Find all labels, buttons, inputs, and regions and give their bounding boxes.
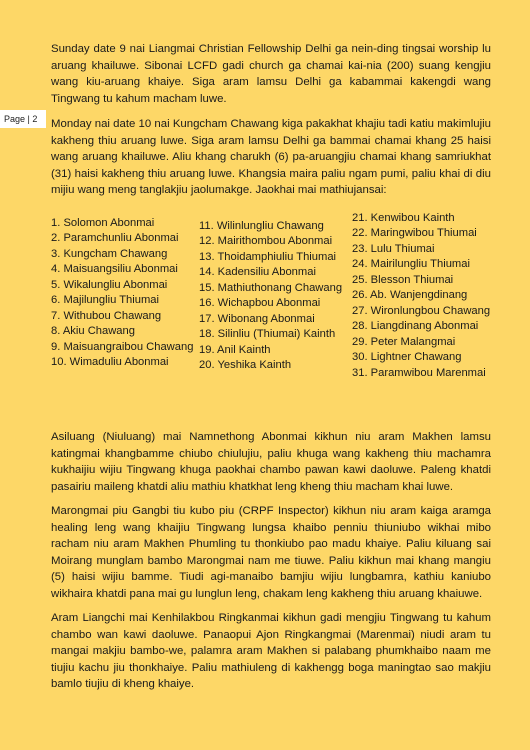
list-item: 3. Kungcham Chawang [51, 247, 168, 260]
list-item: 22. Maringwibou Thiumai [352, 227, 477, 239]
list-item: 24. Mairilungliu Thiumai [352, 258, 470, 270]
list-item: 11. Wilinlungliu Chawang [199, 219, 324, 232]
list-item: 28. Liangdinang Abonmai [352, 320, 479, 332]
document-body [51, 41, 491, 693]
list-item: 19. Anil Kainth [199, 343, 271, 356]
list-item: 10. Wimaduliu Abonmai [51, 356, 169, 368]
paragraph-monday-baptism: Monday nai date 10 nai Kungcham Chawang kiga pakakhat khajiu tadi katiu makimlujiu kakheng thiu aruang luwe. Siga aram lamsu Delhi ga bammai chamai khang 25 haisi wang aruang khailuwe. Aliu khang charukh (6) pa-aruangjiu chamai khang samriukhat (31) haisi kakheng thiu aruang luwe. Khangsia maira paliu ngam pumi, paliu khai di diu mijiu wang meng tanglakjiu jaolumakge. Jaokhai mai mathiujansai: [51, 118, 491, 196]
list-item: 27. Wironlungbou Chawang [352, 304, 491, 317]
names-column-2 [199, 216, 352, 382]
paragraph-marongmai-testimony: Marongmai piu Gangbi tiu kubo piu (CRPF Inspector) kikhun niu aram kaiga aramga healing leng wang khaijiu Tingwang lungsa khaibo penniu thiuniubo wikhai mibo racham niu aram Makhen Phumling tu thonkiubo pao madu khaiye. Paliu kiluang sai Moirang munglam bambo Marongmai nam me tiuwe. Paliu kikhun mai khang mangiu (5) haisi wijiu bamme. Tiudi agi-manaibo bamjiu wijiu lungbamra, kathiu kaniubo wikhaira khatdi pana mai gu lunglun leng, chakam leng kakheng thiu aruang khaiuwe. [51, 505, 491, 600]
list-item: 31. Paramwibou Marenmai [352, 366, 486, 379]
list-item: 29. Peter Malangmai [352, 335, 456, 348]
list-item: 18. Silinliu (Thiumai) Kainth [199, 328, 336, 340]
list-item: 30. Lightner Chawang [352, 351, 462, 363]
names-column-1 [51, 216, 199, 382]
list-item: 7. Withubou Chawang [51, 309, 162, 322]
list-item: 12. Mairithombou Abonmai [199, 235, 333, 247]
list-item: 23. Lulu Thiumai [352, 242, 435, 255]
list-item: 16. Wichapbou Abonmai [199, 297, 321, 309]
list-item: 17. Wibonang Abonmai [199, 312, 315, 325]
list-item: 4. Maisuangsiliu Abonmai [51, 263, 178, 275]
paragraph-sunday-worship: Sunday date 9 nai Liangmai Christian Fellowship Delhi ga nein-ding tingsai worship lu aruang khailuwe. Sibonai LCFD gadi church ga chamai kai-nia (200) suang kengjiu wang kiu-aruang khaiye. Siga aram lamsu Delhi ga kabammai kakengdi wang Tingwang tu kahum macham luwe. [51, 43, 491, 105]
list-item: 6. Majilungliu Thiumai [51, 294, 159, 306]
list-item: 15. Mathiuthonang Chawang [199, 281, 343, 294]
paragraph-asiluang-testimony: Asiluang (Niuluang) mai Namnethong Abonmai kikhun niu aram Makhen lamsu katingmai khangbamme chiubo chiulujiu, paliu khuga wang kakheng thiu machamra kukhaijiu wijiu Tingwang khuga paokhai chambo pawan kawi daoluwe. Paleng khatdi pasairiu maileng khatdi aliu mathiu khatkhat leng kheng thiu macham khai luwe. [51, 431, 491, 493]
page-number-label: Page | 2 [0, 110, 46, 128]
list-item: 21. Kenwibou Kainth [352, 211, 455, 224]
list-item: 14. Kadensiliu Abonmai [199, 266, 316, 278]
list-item: 13. Thoidamphiuliu Thiumai [199, 250, 337, 263]
list-item: 9. Maisuangraibou Chawang [51, 340, 194, 353]
list-item: 2. Paramchunliu Abonmai [51, 232, 179, 244]
list-item: 20. Yeshika Kainth [199, 359, 292, 371]
names-column-3 [352, 211, 491, 382]
list-item: 26. Ab. Wanjengdinang [352, 289, 468, 301]
list-item: 8. Akiu Chawang [51, 325, 135, 337]
list-item: 5. Wikalungliu Abonmai [51, 278, 168, 291]
list-item: 1. Solomon Abonmai [51, 216, 155, 229]
paragraph-liangchi-testimony: Aram Liangchi mai Kenhilakbou Ringkanmai kikhun gadi mengjiu Tingwang tu kahum chambo wan kawi daoluwe. Panaopui Ajon Ringkangmai (Marenmai) niudi aram tu mangai makjiu bambo-we, palamra aram Makhen si palabang phumkhaibo naam me tiujiu kachu jiu thonkhaiye. Paliu mathiuleng di kakhengg boga maningtao sao makjiu bamlo tiujiu di kheng khaiye. [51, 612, 491, 690]
baptized-names-list [51, 211, 491, 382]
list-item: 25. Blesson Thiumai [352, 273, 454, 286]
